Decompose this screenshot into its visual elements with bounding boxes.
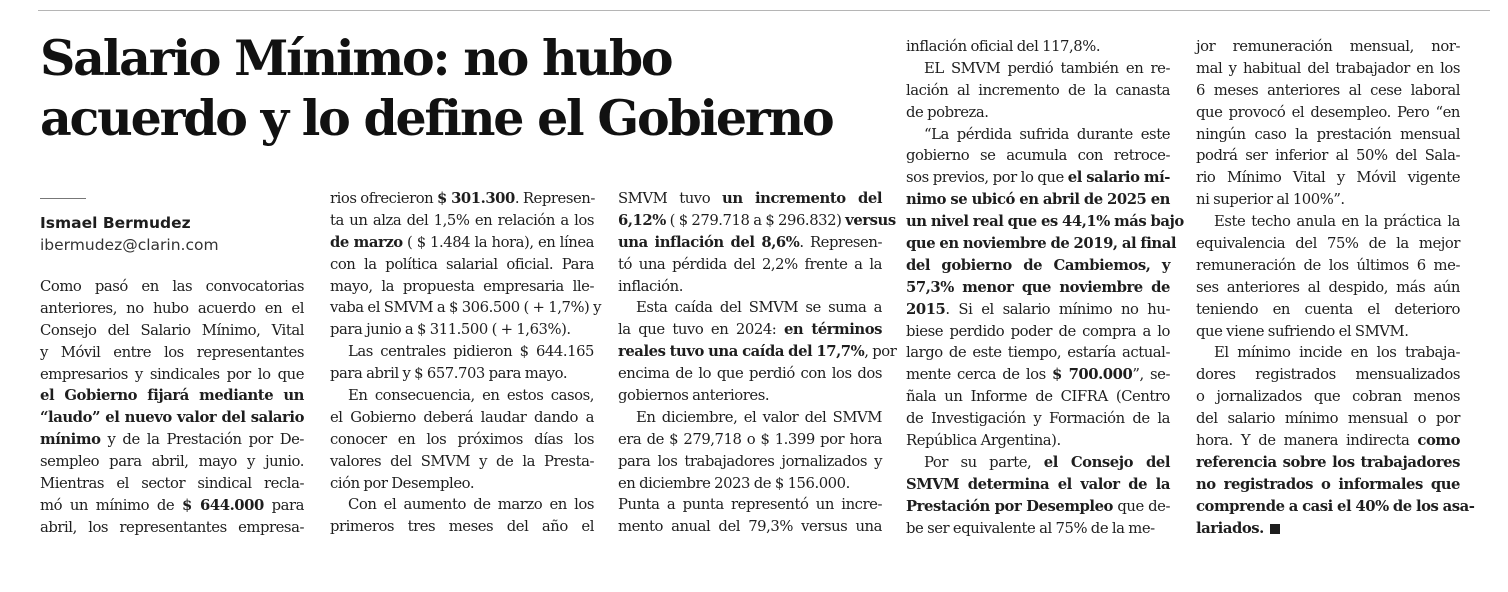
end-of-article-mark: [1270, 524, 1280, 534]
text: mó un mínimo de: [40, 496, 182, 514]
text-line: [40, 320, 304, 342]
text: ”, se-: [1132, 366, 1170, 384]
text: gobierno se acumula con retroce-: [906, 147, 1170, 165]
bold-text: 57,3% menor que noviembre de: [906, 278, 1170, 296]
text-line: [330, 276, 594, 298]
text-line: [330, 232, 594, 254]
text-line: [906, 518, 1170, 540]
text: ta un alza del 1,5% en relación a los: [330, 211, 594, 229]
bold-text: nimo se ubicó en abril de 2025 en: [906, 191, 1170, 209]
text: ción por Desempleo.: [330, 474, 475, 492]
text: sempleo para abril, mayo y junio.: [40, 453, 304, 471]
text-line: [906, 364, 1170, 386]
text: . Represen-: [799, 233, 882, 251]
text: mal y habitual del trabajador en los: [1196, 59, 1460, 77]
author-email: ibermudez@clarin.com: [40, 236, 219, 254]
byline-rule: [40, 198, 86, 199]
text-line: [1196, 233, 1460, 255]
text-line: [1196, 299, 1460, 321]
text-line: [1196, 386, 1460, 408]
text-line: [330, 363, 594, 385]
text: SMVM tuvo: [618, 190, 723, 207]
text-line: [330, 451, 594, 473]
text: para abril y $ 657.703 para mayo.: [330, 365, 568, 383]
text-line: [40, 364, 304, 386]
text-line: [906, 408, 1170, 430]
text-line: [40, 276, 304, 298]
text-line: [40, 298, 304, 320]
text: de Investigación y Formación de la: [906, 410, 1170, 428]
text: de pobreza.: [906, 103, 989, 121]
bold-text: $ 700.000: [1052, 366, 1133, 384]
text: EL SMVM perdió también en re-: [924, 59, 1170, 77]
text-line: [618, 341, 897, 363]
bold-text: 2015: [906, 300, 946, 318]
article-column-1: [40, 276, 304, 539]
text: Esta caída del SMVM se suma a: [636, 299, 882, 317]
text-line: [1196, 167, 1460, 189]
headline-line-1: Salario Mínimo: no hubo: [40, 29, 672, 87]
article-column-4: [906, 36, 1184, 539]
text-line: [330, 254, 594, 276]
text-line: [906, 124, 1170, 146]
text: , por: [864, 343, 897, 361]
text: ni superior al 100%”.: [1196, 191, 1345, 209]
text: inflación.: [618, 277, 683, 295]
article-column-3: [618, 188, 897, 538]
text-line: [618, 276, 882, 298]
bold-text: Prestación por Desempleo: [906, 497, 1113, 515]
text: o jornalizados que cobran menos: [1196, 388, 1460, 406]
text: be ser equivalente al 75% de la me-: [906, 519, 1155, 537]
text: y de la Prestación por De-: [100, 431, 304, 449]
text: Con el aumento de marzo en los: [348, 496, 594, 514]
bold-text: el Consejo del: [1043, 453, 1171, 471]
text: lación al incremento de la canasta: [906, 81, 1170, 99]
text-line: [618, 451, 882, 473]
text-line: [1196, 408, 1460, 430]
text-line: [1196, 80, 1460, 102]
text: dores registrados mensualizados: [1196, 366, 1460, 384]
text-line: [906, 189, 1170, 211]
text: . Represen-: [514, 190, 595, 207]
headline-line-2: acuerdo y lo define el Gobierno: [40, 89, 833, 147]
text: tó una pérdida del 2,2% frente a la: [618, 255, 882, 273]
text: hora. Y de manera indirecta: [1196, 432, 1418, 450]
text-line: [618, 297, 882, 319]
text-line: [906, 233, 1177, 255]
bold-text: 6,12%: [618, 211, 666, 229]
text: República Argentina).: [906, 432, 1061, 450]
text-line: [330, 297, 602, 319]
text-line: [618, 210, 896, 232]
text-line: [906, 452, 1170, 474]
text: Mientras el sector sindical recla-: [40, 475, 304, 493]
headline: [40, 28, 890, 148]
text-line: [330, 188, 594, 210]
bold-text: “laudo” el nuevo valor del salario: [40, 409, 304, 427]
text-line: [618, 429, 882, 451]
text-line: [1196, 430, 1460, 452]
text-line: [330, 210, 594, 232]
text: gobiernos anteriores.: [618, 387, 770, 405]
bold-text: no registrados o informales que: [1196, 475, 1460, 493]
text-line: [1196, 255, 1460, 277]
bold-text: comprende a casi el 40% de los asa-: [1196, 497, 1475, 515]
text-line: [1196, 58, 1460, 80]
bold-text: SMVM determina el valor de la: [906, 475, 1170, 493]
text-line: [618, 232, 882, 254]
text: remuneración de los últimos 6 me-: [1196, 256, 1460, 274]
text-line: [618, 407, 882, 429]
text-line: [40, 451, 304, 473]
bold-text: mínimo: [40, 431, 101, 449]
text-line: [618, 188, 882, 210]
text-line: [906, 496, 1170, 518]
text: 6 meses anteriores al cese laboral: [1196, 81, 1460, 99]
text: encima de lo que perdió con los dos: [618, 365, 882, 383]
text-line: [1196, 496, 1475, 518]
text-line: [906, 80, 1170, 102]
text-line: [906, 277, 1170, 299]
text-line: [1196, 145, 1460, 167]
text: ñala un Informe de CIFRA (Centro: [906, 388, 1170, 406]
text-line: [906, 474, 1170, 496]
text: biese perdido poder de compra a lo: [906, 322, 1170, 340]
bold-text: de marzo: [330, 233, 403, 251]
text: era de $ 279,718 o $ 1.399 por hora: [618, 430, 882, 448]
text: mayo, la propuesta empresaria lle-: [330, 277, 594, 295]
text: inflación oficial del 117,8%.: [906, 38, 1101, 55]
bold-text: una inflación del 8,6%: [618, 233, 800, 251]
bold-text: reales tuvo una caída del 17,7%: [618, 343, 865, 361]
bold-text: $ 644.000: [181, 496, 264, 514]
bold-text: en términos: [783, 321, 883, 339]
text: el Gobierno deberá laudar dando a: [330, 408, 594, 426]
text-line: [618, 254, 882, 276]
text: En diciembre, el valor del SMVM: [636, 408, 882, 426]
text-line: [1196, 36, 1460, 58]
text-line: [1196, 364, 1460, 386]
text: mento anual del 79,3% versus una: [618, 518, 882, 536]
text: ( $ 279.718 a $ 296.832): [665, 211, 846, 229]
top-rule: [38, 10, 1490, 11]
text: para: [263, 496, 304, 514]
text: Punta a punta representó un incre-: [618, 496, 882, 514]
bold-text: como: [1417, 432, 1460, 450]
text: que viene sufriendo el SMVM.: [1196, 322, 1409, 340]
text: rios ofrecieron: [330, 190, 438, 207]
text: Consejo del Salario Mínimo, Vital: [40, 321, 304, 339]
text-line: [330, 407, 594, 429]
text: del salario mínimo mensual o por: [1196, 410, 1460, 428]
text: Como pasó en las convocatorias: [40, 278, 304, 295]
text-line: [906, 321, 1170, 343]
text-line: [330, 494, 594, 516]
article-column-2: [330, 188, 602, 538]
text-line: [906, 145, 1170, 167]
text: sos previos, por lo que: [906, 169, 1068, 187]
text-line: [40, 473, 304, 495]
text: ses anteriores al despido, más aún: [1196, 278, 1460, 296]
text: . Si el salario mínimo no hu-: [945, 300, 1170, 318]
bold-text: el Gobierno fijará mediante un: [40, 387, 304, 405]
bold-text: $ 301.300: [437, 190, 515, 207]
text: largo de este tiempo, estaría actual-: [906, 344, 1170, 362]
text: que provocó el desempleo. Pero “en: [1196, 103, 1460, 121]
text-line: [330, 385, 594, 407]
text: ( $ 1.484 la hora), en línea: [402, 233, 594, 251]
text-line: [1196, 211, 1460, 233]
text-line: [906, 386, 1170, 408]
text-line: [40, 517, 304, 539]
text-line: [906, 430, 1170, 452]
text-line: [1196, 189, 1460, 211]
text: equivalencia del 75% de la mejor: [1196, 235, 1460, 253]
text: en diciembre 2023 de $ 156.000.: [618, 474, 850, 492]
text: anteriores, no hubo acuerdo en el: [40, 299, 304, 317]
text-line: [40, 429, 304, 451]
text: El mínimo incide en los trabaja-: [1214, 344, 1460, 362]
text: para los trabajadores jornalizados y: [618, 452, 882, 470]
bold-text: un nivel real que es 44,1% más bajo: [906, 213, 1184, 231]
text: “La pérdida sufrida durante este: [924, 125, 1170, 143]
text: Por su parte,: [924, 453, 1044, 471]
text-line: [40, 342, 304, 364]
text-line: [330, 341, 594, 363]
text-line: [1196, 321, 1460, 343]
text-line: [906, 102, 1170, 124]
text: y Móvil entre los representantes: [40, 343, 304, 361]
text: empresarios y sindicales por lo que: [40, 365, 304, 383]
text: Este techo anula en la práctica la: [1214, 213, 1460, 231]
text: podrá ser inferior al 50% del Sala-: [1196, 147, 1460, 165]
bold-text: un incremento del: [722, 190, 882, 207]
bold-text: que en noviembre de 2019, al final: [906, 235, 1177, 253]
text-line: [618, 385, 882, 407]
text-line: [330, 429, 594, 451]
text: rio Mínimo Vital y Móvil vigente: [1196, 169, 1460, 187]
text: con la política salarial oficial. Para: [330, 255, 594, 273]
author-name: Ismael Bermudez: [40, 214, 191, 232]
text: teniendo en cuenta el deterioro: [1196, 300, 1460, 318]
text-line: [40, 495, 304, 517]
text-line: [906, 211, 1184, 233]
text: primeros tres meses del año el: [330, 518, 594, 536]
text-line: [330, 473, 594, 495]
text-line: [330, 516, 594, 538]
text: ningún caso la prestación mensual: [1196, 125, 1460, 143]
article-column-5: [1196, 36, 1475, 539]
text-line: [618, 516, 882, 538]
text: que de-: [1112, 497, 1170, 515]
text-line: [40, 407, 304, 429]
text: mente cerca de los: [906, 366, 1053, 384]
bold-text: versus: [845, 211, 896, 229]
text: vaba el SMVM a $ 306.500 ( + 1,7%) y: [330, 299, 602, 317]
text: Las centrales pidieron $ 644.165: [348, 343, 594, 361]
text: valores del SMVM y de la Presta-: [330, 452, 594, 470]
text-line: [1196, 102, 1460, 124]
text: conocer en los próximos días los: [330, 430, 594, 448]
text-line: [330, 319, 594, 341]
bold-text: el salario mí-: [1067, 169, 1170, 187]
text-line: [1196, 452, 1460, 474]
text-line: [1196, 124, 1460, 146]
bold-text: lariados.: [1196, 519, 1264, 537]
text: para junio a $ 311.500 ( + 1,63%).: [330, 321, 571, 339]
text-line: [906, 36, 1170, 58]
bold-text: referencia sobre los trabajadores: [1196, 453, 1460, 471]
text: jor remuneración mensual, nor-: [1196, 38, 1460, 55]
text-line: [1196, 277, 1460, 299]
text-line: [906, 299, 1170, 321]
bold-text: del gobierno de Cambiemos, y: [906, 256, 1170, 274]
text-line: [618, 494, 882, 516]
text: En consecuencia, en estos casos,: [348, 387, 594, 405]
text-line: [618, 363, 882, 385]
text-line: [1196, 518, 1460, 540]
text-line: [1196, 342, 1460, 364]
text: la que tuvo en 2024:: [618, 321, 784, 339]
text-line: [906, 58, 1170, 80]
text: abril, los representantes empresa-: [40, 518, 304, 536]
text-line: [906, 342, 1170, 364]
text-line: [618, 473, 882, 495]
text-line: [906, 255, 1170, 277]
text-line: [40, 385, 304, 407]
text-line: [1196, 474, 1460, 496]
text-line: [618, 319, 882, 341]
text-line: [906, 167, 1170, 189]
